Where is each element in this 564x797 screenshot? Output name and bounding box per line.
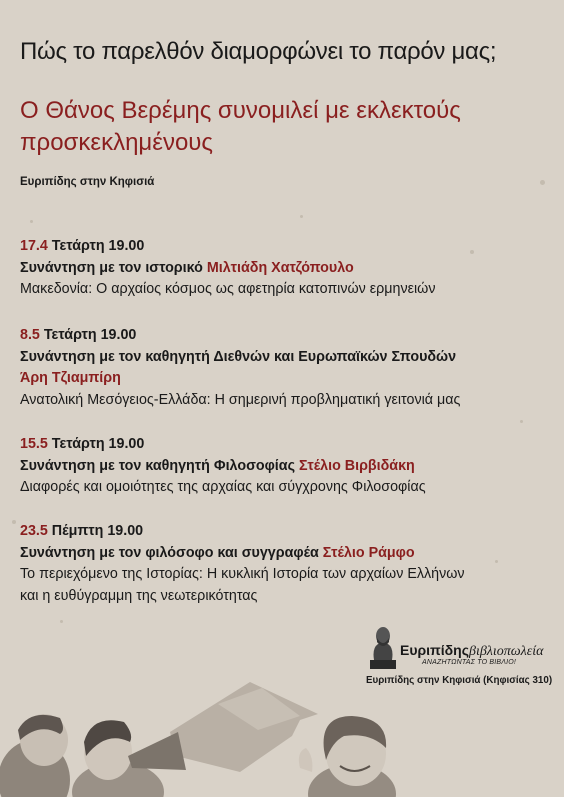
event-date: 15.5 [20,436,48,452]
event-day-time: Τετάρτη 19.00 [47,436,145,452]
event-meeting [20,258,550,280]
speckle [300,215,303,218]
speckle [12,520,16,524]
event-meeting-text: Συνάντηση με τον ιστορικό [20,259,207,276]
event-guest-name: Άρη Τζιαμπίρη [20,370,121,386]
hand-shape [299,748,313,772]
page-subtitle: Ο Θάνος Βερέμης συνομιλεί με εκλεκτούς προσκεκλημένους [20,97,461,156]
logo-tagline: ΑΝΑΖΗΤΩΝΤΑΣ ΤΟ ΒΙΒΛΙΟ! [422,659,517,666]
event-meeting [20,543,550,565]
event-item [20,521,550,607]
logo-brand [400,642,543,660]
event-date: 8.5 [20,327,40,343]
event-guest-line [20,368,550,390]
event-topic: Ανατολική Μεσόγειος-Ελλάδα: Η σημερινή προβληματική γειτονιά μας [20,391,461,408]
event-guest-name: Στέλιο Ράμφο [322,544,415,561]
venue-label: Ευριπίδης στην Κηφισιά [20,176,155,188]
event-datetime [20,434,550,456]
event-datetime [20,521,550,543]
event-topic: Το περιεχόμενο της Ιστορίας: Η κυκλική Ιστορία των αρχαίων Ελλήνων [20,566,465,582]
event-item [20,325,550,411]
event-topic: Μακεδονία: Ο αρχαίος κόσμος ως αφετηρία κατοπινών ερμηνειών [20,281,436,297]
event-datetime [20,236,550,258]
event-guest-name: Μιλτιάδη Χατζόπουλο [206,259,354,276]
megaphone-shape [128,732,186,770]
speckle [60,620,63,623]
event-topic: Διαφορές και ομοιότητες της αρχαίας και σύγχρονης Φιλοσοφίας [20,479,426,495]
event-item [20,434,550,499]
speckle [540,180,545,185]
event-meeting [20,456,550,478]
speckle [520,420,523,423]
logo-address: Ευριπίδης στην Κηφισιά (Κηφισίας 310) [366,675,553,686]
event-meeting-text: Συνάντηση με τον καθηγητή Διεθνών και Ευρωπαϊκών Σπουδών [20,348,457,365]
event-date: 17.4 [20,238,48,254]
event-item [20,236,550,301]
event-meeting-text: Συνάντηση με τον φιλόσοφο και συγγραφέα [20,544,323,561]
event-guest-name: Στέλιο Βιρβιδάκη [298,457,415,474]
event-day-time: Τετάρτη 19.00 [47,238,145,254]
event-meeting-text: Συνάντηση με τον καθηγητή Φιλοσοφίας [20,457,299,474]
event-day-time: Πέμπτη 19.00 [47,523,144,539]
event-meeting [20,347,550,369]
event-datetime [20,325,550,347]
logo-brand-name: Ευριπίδης [400,642,469,658]
event-day-time: Τετάρτη 19.00 [39,327,137,343]
logo-brand-italic: βιβλιοπωλεία [468,644,544,659]
event-date: 23.5 [20,523,48,539]
speckle [30,220,33,223]
bookstore-logo [360,624,553,692]
event-topic-continued: και η ευθύγραμμη της νεωτερικότητας [20,587,258,604]
bust-icon [366,624,400,670]
page-title: Πώς το παρελθόν διαμορφώνει το παρόν μας; [20,38,497,65]
